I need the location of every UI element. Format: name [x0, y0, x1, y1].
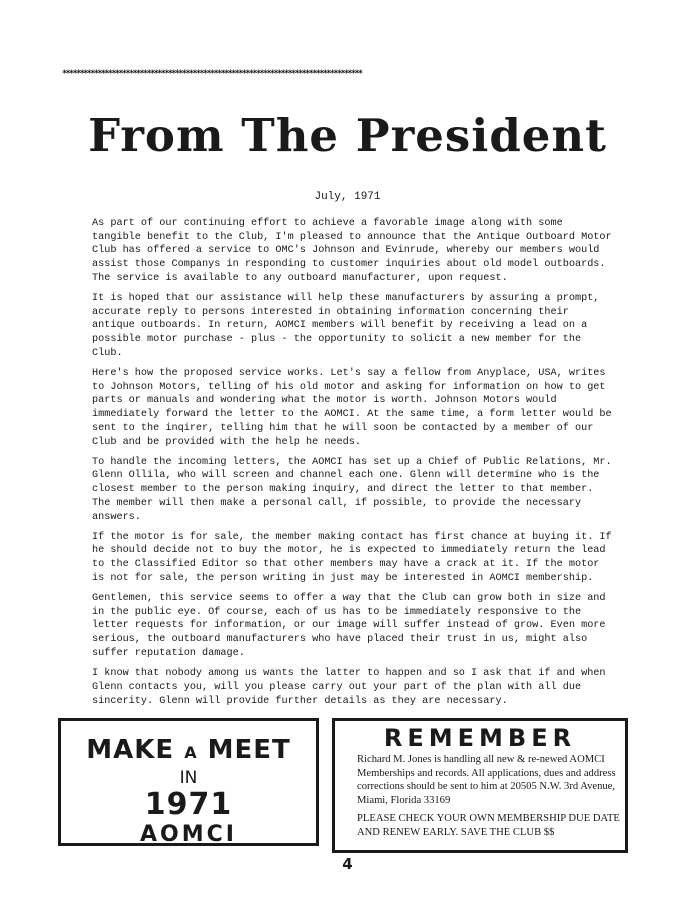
page-title: From The President: [88, 109, 607, 162]
meet-year: 1971: [144, 787, 233, 822]
meet-word-a: A: [184, 743, 198, 762]
meet-word-in: IN: [179, 768, 198, 788]
paragraph-6: Gentlemen, this service seems to offer a way that the Club can grow both in size and in the public eye. Of course, each of us has to be immediately responsive to the letter requests for information, or our image will suffer instead of grow. Even more serious, the outboard manufacturers who have placed their trust in us, might also suffer reputation damage.: [92, 593, 606, 659]
remember-heading: REMEMBER: [383, 724, 577, 752]
paragraph-5: If the motor is for sale, the member making contact has first chance at buying it. If he should decide not to buy the motor, he is expected to immediately return the lead to the Classified Editor so that other members may have a crack at it. If the motor is not for sale, the person writing in just may be interested in AOMCI membership.: [92, 531, 612, 584]
paragraph-2: It is hoped that our assistance will help these manufacturers by assuring a prompt, accurate reply to persons interested in obtaining information concerning their antique outboards. In return, AOMCI members will benefit by receiving a lead on a possible motor purchase - plus - the opportunity to solicit a new member for the Club.: [92, 293, 600, 359]
paragraph-7: I know that nobody among us wants the latter to happen and so I ask that if and when Glenn contacts you, will you please carry out your part of the plan with all due sincerity. Glenn will provide further details as they are necessary.: [92, 668, 606, 707]
remember-box: [332, 718, 628, 853]
asterisk-divider: *************************************************************************************: [62, 69, 362, 79]
paragraph-4: To handle the incoming letters, the AOMCI has set up a Chief of Public Relations, Mr. Glenn Ollila, who will screen and channel each one. Glenn will determine who is the closest member to the person making inquiry, and direct the letter to that member. The member will then make a personal call, if possible, to provide the necessary answers.: [92, 456, 612, 523]
meet-word-meet: MEET: [207, 735, 291, 765]
make-a-meet-box: [58, 718, 319, 846]
page-number: 4: [342, 855, 353, 873]
article-body: [92, 217, 612, 715]
meet-headline: [61, 735, 316, 768]
remember-text: Richard M. Jones is handling all new & re-newed AOMCI Memberships and records. All applications, dues and address corrections should be sent to him at 20505 N.W. 3rd Avenue, Miami, Florida 33169: [357, 754, 616, 806]
paragraph-3: Here's how the proposed service works. Let's say a fellow from Anyplace, USA, writes to Johnson Motors, telling of his old motor and asking for information on how to get parts or manuals and wondering what the motor is worth. Johnson Motors would immediately forward the letter to the AOMCI. At the same time, a form letter would be sent to the inqirer, telling him that he will soon be contacted by a member of our Club and be provided with the help he needs.: [92, 368, 612, 448]
meet-club: AOMCI: [140, 822, 237, 847]
article-date: July, 1971: [314, 191, 381, 203]
meet-word-make: MAKE: [86, 735, 175, 765]
paragraph-1: As part of our continuing effort to achieve a favorable image along with some tangible benefit to the Club, I'm pleased to announce that the Antique Outboard Motor Club has offered a service to OMC's Johnson and Evinrude, whereby our members would assist those Companys in responding to customer inquiries about old model outboards. The service is available to any outboard manufacturer, upon request.: [92, 218, 612, 284]
remember-note: PLEASE CHECK YOUR OWN MEMBERSHIP DUE DATE AND RENEW EARLY. SAVE THE CLUB $$: [357, 813, 620, 838]
